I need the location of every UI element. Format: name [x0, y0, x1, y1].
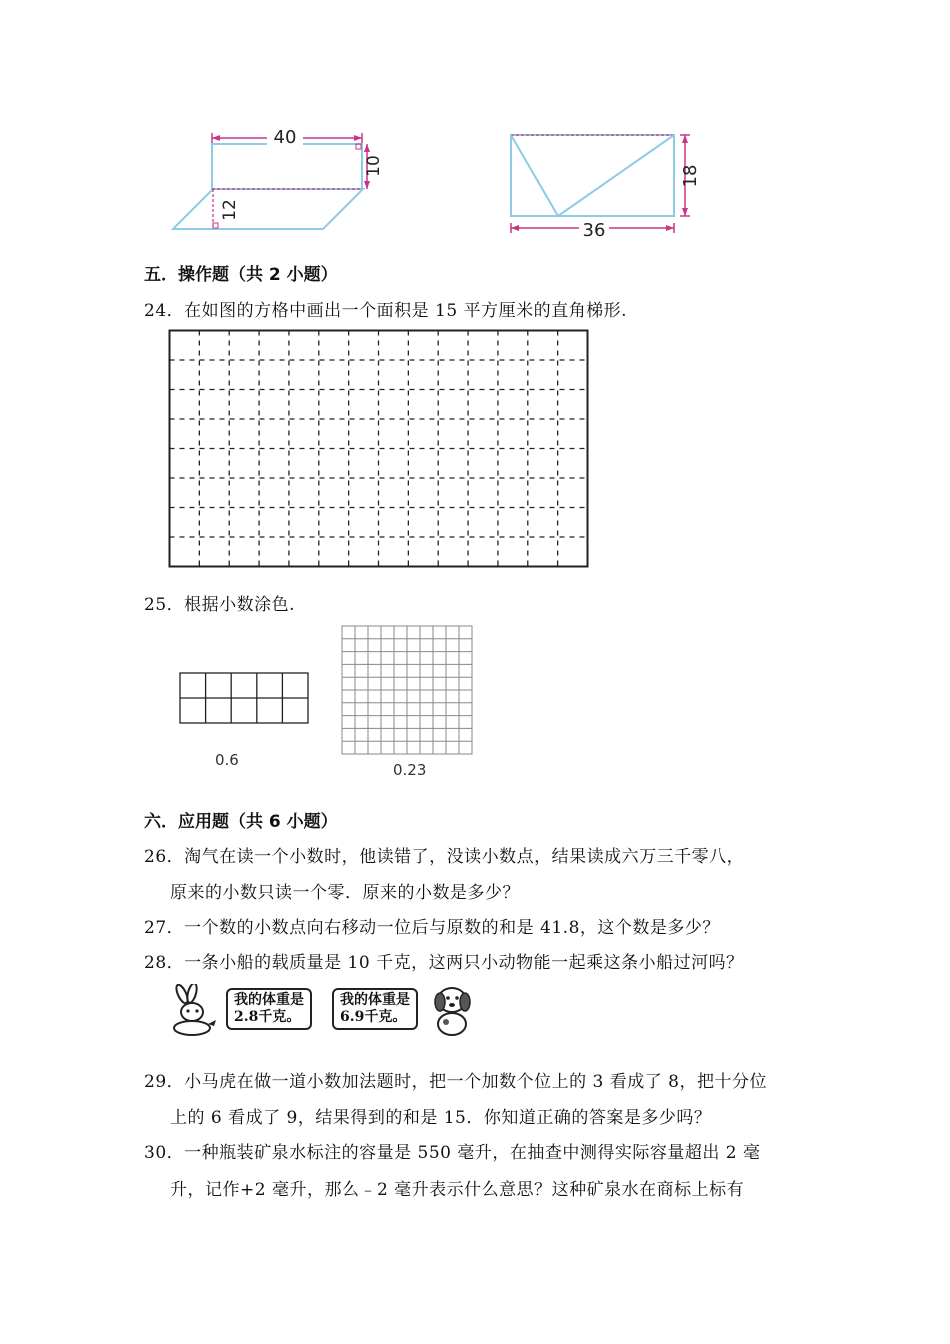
section6-title: 六．应用题（共 6 小题）: [144, 812, 338, 832]
animals-illustration: [168, 982, 478, 1038]
drawing-grid[interactable]: [168, 329, 590, 569]
dog-speech-bubble: [332, 988, 418, 1030]
question-29-line2: 上的 6 看成了 9，结果得到的和是 15．你知道正确的答案是多少吗？: [170, 1108, 712, 1128]
question-25: 25．根据小数涂色.: [144, 595, 296, 615]
question-24: 24．在如图的方格中画出一个面积是 15 平方厘米的直角梯形.: [144, 301, 627, 321]
triangle-shape: [511, 135, 674, 216]
rabbit-bubble-line1: 我的体重是: [234, 992, 304, 1008]
parallelogram-shape: [173, 189, 363, 229]
dog-bubble-line2: 6.9千克。: [340, 1009, 407, 1025]
triangle-height-label: 18: [680, 164, 701, 188]
rabbit-speech-bubble: [226, 988, 312, 1030]
question-26-line1: 26．淘气在读一个小数时，他读错了，没读小数点，结果读成六万三千零八，: [144, 847, 745, 867]
hundredths-caption: 0.23: [393, 761, 427, 779]
question-30-line2: 升，记作+2 毫升，那么﹣2 毫升表示什么意思？这种矿泉水在商标上标有: [170, 1180, 745, 1200]
tenths-caption: 0.6: [215, 751, 239, 769]
question-27: 27．一个数的小数点向右移动一位后与原数的和是 41.8，这个数是多少？: [144, 918, 720, 938]
rectangle-shape: [212, 144, 362, 189]
tenths-grid[interactable]: [178, 671, 310, 725]
triangle-figure: [505, 126, 705, 244]
dog-icon: [430, 982, 478, 1038]
triangle-base-label: 36: [582, 220, 606, 241]
parallelogram-left-label: 12: [220, 199, 240, 221]
question-26-line2: 原来的小数只读一个零．原来的小数是多少？: [170, 883, 520, 903]
parallelogram-figure: [165, 122, 395, 237]
section5-title: 五．操作题（共 2 小题）: [144, 265, 338, 285]
dog-bubble-line1: 我的体重是: [340, 992, 410, 1008]
question-28: 28．一条小船的载质量是 10 千克，这两只小动物能一起乘这条小船过河吗？: [144, 953, 744, 973]
rabbit-icon: [168, 984, 222, 1036]
parallelogram-right-label: 10: [364, 155, 384, 177]
parallelogram-top-label: 40: [273, 127, 297, 148]
rabbit-bubble-line2: 2.8千克。: [234, 1009, 301, 1025]
hundredths-grid[interactable]: [340, 624, 474, 756]
question-29-line1: 29．小马虎在做一道小数加法题时，把一个加数个位上的 3 看成了 8，把十分位: [144, 1072, 767, 1092]
question-30-line1: 30．一种瓶装矿泉水标注的容量是 550 毫升，在抽查中测得实际容量超出 2 毫: [144, 1143, 761, 1163]
